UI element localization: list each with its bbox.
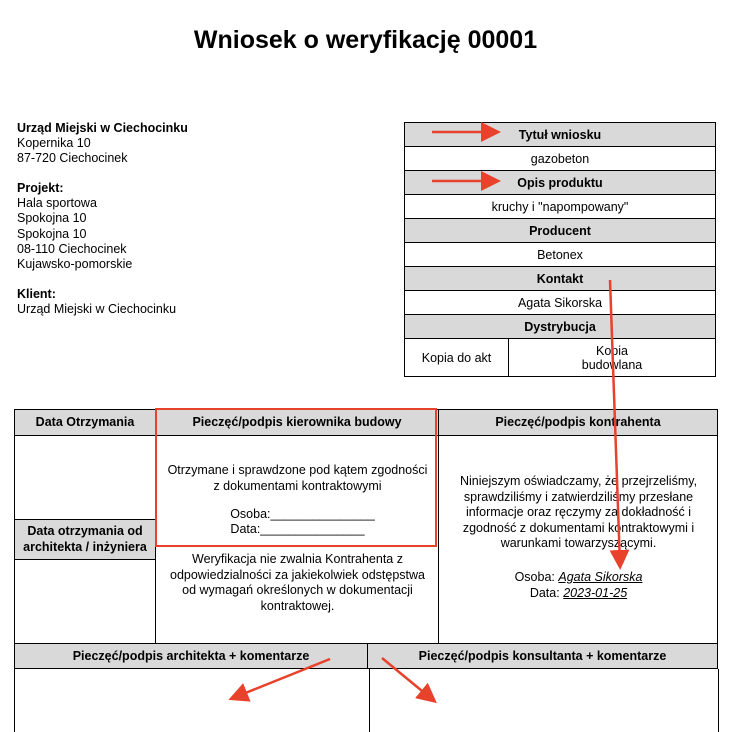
project-line: 08-110 Ciechocinek bbox=[17, 241, 127, 256]
architect-date-line2: architekta / inżyniera bbox=[23, 540, 147, 554]
verification-line: od wymagań określonych w dokumentacji bbox=[182, 583, 413, 597]
office-name: Urząd Miejski w Ciechocinku bbox=[17, 121, 188, 135]
consultant-stamp-header: Pieczęć/podpis konsultanta + komentarze bbox=[368, 643, 718, 669]
architect-date-line1: Data otrzymania od bbox=[27, 524, 143, 538]
contractor-person: Agata Sikorska bbox=[558, 570, 643, 584]
architect-stamp-header: Pieczęć/podpis architekta + komentarze bbox=[14, 643, 368, 669]
contractor-line: sprawdziliśmy i zatwierdziliśmy przesłane bbox=[463, 489, 694, 504]
received-date-header: Data Otrzymania bbox=[14, 409, 156, 436]
manager-person: Osoba:_______________ bbox=[230, 507, 375, 521]
verification-line: kontraktowej. bbox=[260, 598, 335, 613]
contractor-line: Niniejszym oświadczamy, że przejrzeliśmy, bbox=[459, 474, 698, 488]
contractor-header: Pieczęć/podpis kontrahenta bbox=[439, 409, 718, 436]
client-name: Urząd Miejski w Ciechocinku bbox=[17, 302, 177, 317]
office-street: Kopernika 10 bbox=[17, 136, 91, 151]
project-label: Projekt: bbox=[17, 181, 64, 195]
distribution-label: Dystrybucja bbox=[405, 315, 715, 339]
arrow-to-consultant-cell bbox=[382, 658, 433, 700]
contractor-line: zgodność z dokumentami kontraktowymi i bbox=[462, 520, 695, 535]
distribution-copy-site-line1: Kopia bbox=[596, 343, 628, 358]
contractor-date-label: Data: bbox=[529, 586, 560, 600]
contractor-line: warunkami towarzyszącymi. bbox=[500, 536, 657, 550]
project-line: Hala sportowa bbox=[17, 196, 97, 211]
project-line: Spokojna 10 bbox=[17, 211, 87, 226]
manager-date: Data:_______________ bbox=[230, 522, 365, 536]
producer-label: Producent bbox=[405, 219, 715, 243]
client-label: Klient: bbox=[17, 287, 56, 301]
contractor-person-label: Osoba: bbox=[514, 570, 555, 584]
description-label: Opis produktu bbox=[405, 171, 715, 195]
title-value: gazobeton bbox=[405, 147, 715, 171]
arrow-to-architect-cell bbox=[233, 659, 330, 698]
description-value: kruchy i "napompowany" bbox=[405, 195, 715, 219]
verification-line: odpowiedzialności za jakiekolwiek odstępstwa bbox=[170, 567, 425, 582]
producer-value: Betonex bbox=[405, 243, 715, 267]
office-city: 87-720 Ciechocinek bbox=[17, 151, 128, 166]
manager-statement-line2: z dokumentami kontraktowymi bbox=[213, 479, 382, 493]
contact-value: Agata Sikorska bbox=[405, 291, 715, 315]
site-manager-header: Pieczęć/podpis kierownika budowy bbox=[156, 409, 439, 436]
distribution-copy-site-line2: budowlana bbox=[581, 357, 643, 372]
verification-line: Weryfikacja nie zwalnia Kontrahenta z bbox=[192, 552, 403, 566]
contact-label: Kontakt bbox=[405, 267, 715, 291]
page-title: Wniosek o weryfikację 00001 bbox=[193, 26, 538, 54]
manager-statement-line1: Otrzymane i sprawdzone pod kątem zgodności bbox=[167, 463, 428, 477]
project-line: Spokojna 10 bbox=[17, 226, 87, 241]
contractor-line: informacje oraz ręczymy za dokładność i bbox=[465, 505, 692, 519]
arrow-from-contact bbox=[610, 280, 620, 565]
project-line: Kujawsko-pomorskie bbox=[17, 257, 133, 272]
contractor-date: 2023-01-25 bbox=[563, 586, 628, 600]
distribution-copy-file: Kopia do akt bbox=[405, 339, 509, 376]
title-label: Tytuł wniosku bbox=[405, 123, 715, 147]
